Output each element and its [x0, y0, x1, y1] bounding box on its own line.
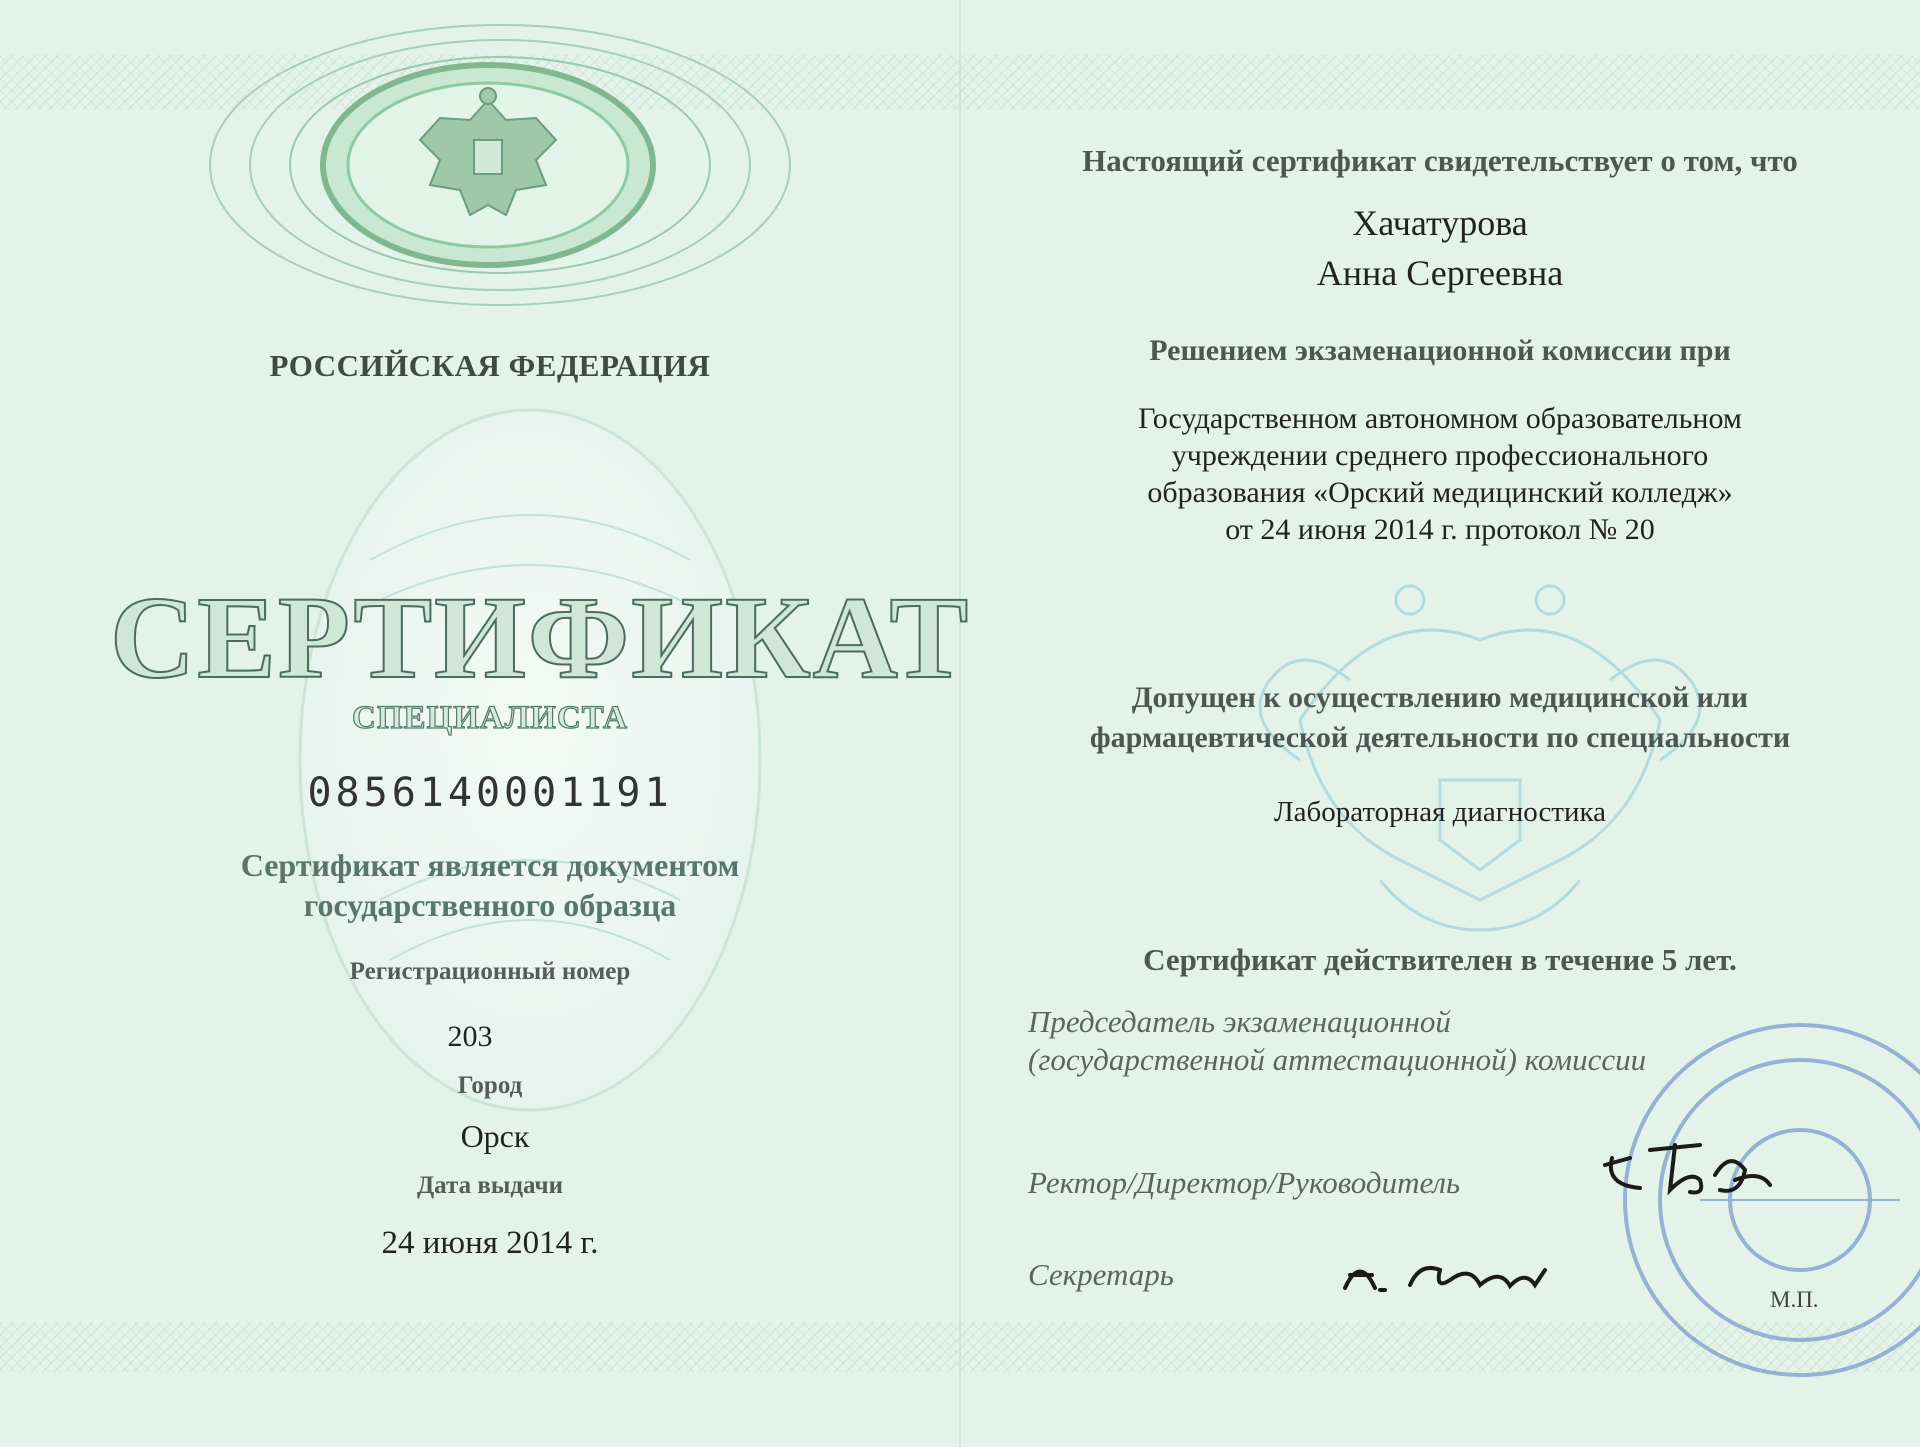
admission-line1: Допущен к осуществлению медицинской или [1131, 681, 1749, 714]
commission-decision: Решением экзаменационной комиссии при [1149, 334, 1731, 367]
secretary-label: Секретарь [1028, 1257, 1174, 1292]
certificate-subtitle: СПЕЦИАЛИСТА [352, 700, 628, 736]
holder-given-names: Анна Сергеевна [1316, 253, 1564, 293]
holder-name [1150, 198, 1730, 298]
admission-line2: фармацевтической деятельности по специальности [1089, 721, 1791, 754]
chairman-line2: (государственной аттестационной) комиссии [1028, 1042, 1647, 1077]
protocol-line: от 24 июня 2014 г. протокол № 20 [1225, 513, 1655, 546]
issue-date-label: Дата выдачи [416, 1172, 564, 1199]
certificate-title: СЕРТИФИКАТ [110, 572, 971, 703]
validity-statement: Сертификат действителен в течение 5 лет. [1143, 942, 1737, 977]
institution-block [1000, 400, 1880, 548]
chairman-line1: Председатель экзаменационной [1028, 1004, 1451, 1039]
chairman-label [1028, 1003, 1828, 1079]
registration-number-label: Регистрационный номер [349, 958, 631, 985]
city-label: Город [457, 1072, 523, 1099]
city-value: Орск [460, 1118, 530, 1154]
speciality-value: Лабораторная диагностика [1273, 796, 1607, 828]
stamp-place-label: М.П. [1770, 1287, 1819, 1312]
registration-number-value: 203 [447, 1020, 493, 1053]
state-document-note-line2: государственного образца [303, 887, 677, 923]
issue-date-value: 24 июня 2014 г. [381, 1225, 599, 1261]
holder-surname: Хачатурова [1352, 203, 1528, 243]
admission-statement [1000, 678, 1880, 758]
institution-line3: образования «Орский медицинский колледж» [1147, 476, 1733, 509]
state-document-note [180, 845, 800, 925]
state-document-note-line1: Сертификат является документом [240, 847, 740, 883]
country-heading: РОССИЙСКАЯ ФЕДЕРАЦИЯ [269, 348, 711, 383]
certificate-number: 0856140001191 [307, 770, 673, 816]
certificate-intro: Настоящий сертификат свидетельствует о том, что [1082, 143, 1798, 178]
rector-label: Ректор/Директор/Руководитель [1028, 1165, 1461, 1200]
institution-line2: учреждении среднего профессионального [1171, 439, 1709, 472]
institution-line1: Государственном автономном образовательном [1138, 402, 1742, 435]
